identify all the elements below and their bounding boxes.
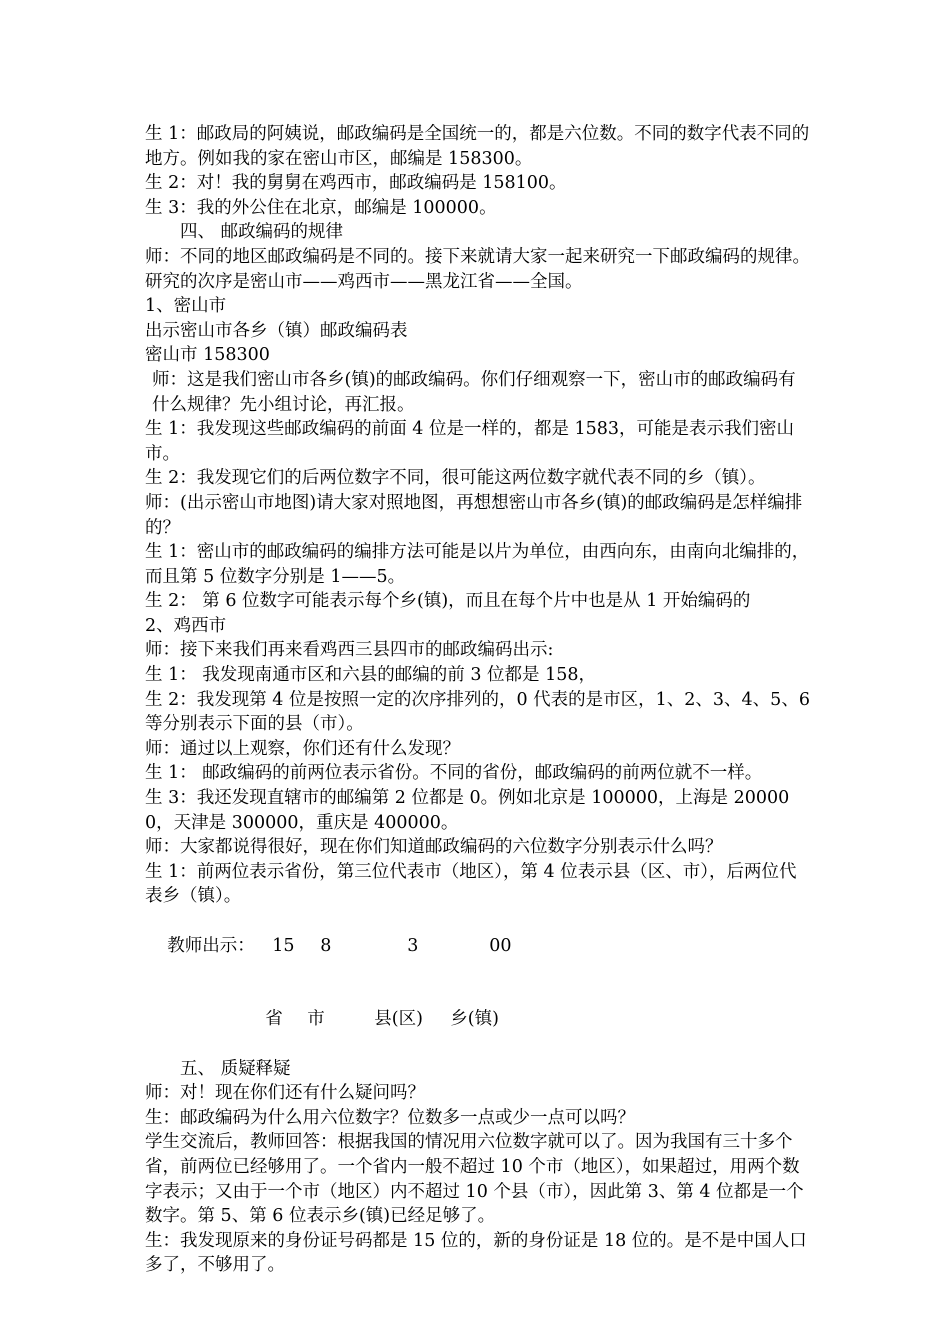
code-meaning-township: 乡(镇) xyxy=(450,1009,499,1030)
paragraph-teacher-jixi: 师：接下来我们再来看鸡西三县四市的邮政编码出示: xyxy=(145,640,554,661)
paragraph-show-table: 出示密山市各乡（镇）邮政编码表 xyxy=(145,320,408,341)
paragraph-student2-last2: 生 2：我发现它们的后两位数字不同，很可能这两位数字就代表不同的乡（镇）。 xyxy=(145,468,766,489)
paragraph-student1-province: 生 1： 邮政编码的前两位表示省份。不同的省份，邮政编码的前两位就不一样。 xyxy=(145,763,763,784)
subheading-jixi: 2、鸡西市 xyxy=(145,615,227,636)
paragraph-student1-first3: 生 1： 我发现南通市区和六县的邮编的前 3 位都是 158， xyxy=(145,665,596,686)
paragraph-student2-jixi: 生 2：对！我的舅舅在鸡西市，邮政编码是 158100。 xyxy=(145,173,567,194)
paragraph-student-why-six: 生：邮政编码为什么用六位数字？位数多一点或少一点可以吗？ xyxy=(145,1107,635,1128)
paragraph-student1-postal-code: 生 1：邮政局的阿姨说，邮政编码是全国统一的，都是六位数。不同的数字代表不同的地方。例如我的家在密山市区，邮编是 158300。 xyxy=(145,124,810,169)
paragraph-teacher-summary-question: 师：大家都说得很好，现在你们知道邮政编码的六位数字分别表示什么吗？ xyxy=(145,837,723,858)
paragraph-student3-municipality: 生 3：我还发现直辖市的邮编第 2 位都是 0。例如北京是 100000，上海是 200000，天津是 300000，重庆是 400000。 xyxy=(145,788,790,833)
code-example-label: 教师出示： xyxy=(167,935,255,956)
paragraph-teacher-questions: 师：对！现在你们还有什么疑问吗？ xyxy=(145,1083,425,1104)
paragraph-teacher-intro: 师：不同的地区邮政编码是不同的。接下来就请大家一起来研究一下邮政编码的规律。 xyxy=(145,246,810,267)
paragraph-teacher-observe: 师：这是我们密山市各乡(镇)的邮政编码。你们仔细观察一下，密山市的邮政编码有什么规律？先小组讨论，再汇报。 xyxy=(152,369,796,415)
paragraph-mishan-code: 密山市 158300 xyxy=(145,345,270,366)
postal-code-example-digits xyxy=(145,909,813,983)
paragraph-student2-sixth-digit: 生 2： 第 6 位数字可能表示每个乡(镇)，而且在每个片中也是从 1 开始编码的 xyxy=(145,591,751,612)
paragraph-student1-first4: 生 1：我发现这些邮政编码的前面 4 位是一样的，都是 1583，可能是表示我们密山市。 xyxy=(145,419,795,464)
section-heading-4: 四、 邮政编码的规律 xyxy=(180,222,344,243)
paragraph-student-id-card: 生：我发现原来的身份证号码都是 15 位的，新的身份证是 18 位的。是不是中国人口多了，不够用了。 xyxy=(145,1230,807,1276)
code-meaning-city: 市 xyxy=(307,1009,325,1030)
paragraph-research-order: 研究的次序是密山市——鸡西市——黑龙江省——全国。 xyxy=(145,271,583,292)
paragraph-teacher-answer: 学生交流后，教师回答：根据我国的情况用六位数字就可以了。因为我国有三十多个省，前两位已经够用了。一个省内一般不超过 10 个市（地区），如果超过，用两个数字表示；又由于一个市（地区）内不超过 10 个县（市），因此第 3、第 4 位都是一个数字。第 5、第 6 位表示乡(镇)已经足够了。 xyxy=(145,1132,804,1227)
section-heading-5: 五、 质疑释疑 xyxy=(180,1058,291,1079)
code-digit-township: 00 xyxy=(489,935,512,956)
paragraph-student1-summary: 生 1：前两位表示省份，第三位代表市（地区），第 4 位表示县（区、市），后两位代表乡（镇）。 xyxy=(145,861,797,907)
code-digit-province: 15 xyxy=(272,935,295,956)
code-meaning-county: 县(区) xyxy=(374,1009,423,1030)
paragraph-student3-beijing: 生 3：我的外公住在北京，邮编是 100000。 xyxy=(145,197,497,218)
subheading-mishan: 1、密山市 xyxy=(145,296,227,317)
paragraph-student2-fourth-digit: 生 2：我发现第 4 位是按照一定的次序排列的，0 代表的是市区，1、2、3、4、5、6 等分别表示下面的县（市）。 xyxy=(145,689,810,735)
code-digit-county: 3 xyxy=(407,935,419,956)
paragraph-teacher-findings: 师：通过以上观察，你们还有什么发现？ xyxy=(145,738,460,759)
postal-code-example-meanings xyxy=(145,983,813,1057)
paragraph-teacher-map: 师：(出示密山市地图)请大家对照地图，再想想密山市各乡(镇)的邮政编码是怎样编排的？ xyxy=(145,492,803,538)
code-meaning-province: 省 xyxy=(265,1009,283,1030)
paragraph-student1-arrangement: 生 1：密山市的邮政编码的编排方法可能是以片为单位，由西向东，由南向北编排的，而且第 5 位数字分别是 1——5。 xyxy=(145,542,810,587)
document-page xyxy=(145,122,813,1278)
code-digit-city: 8 xyxy=(320,935,332,956)
